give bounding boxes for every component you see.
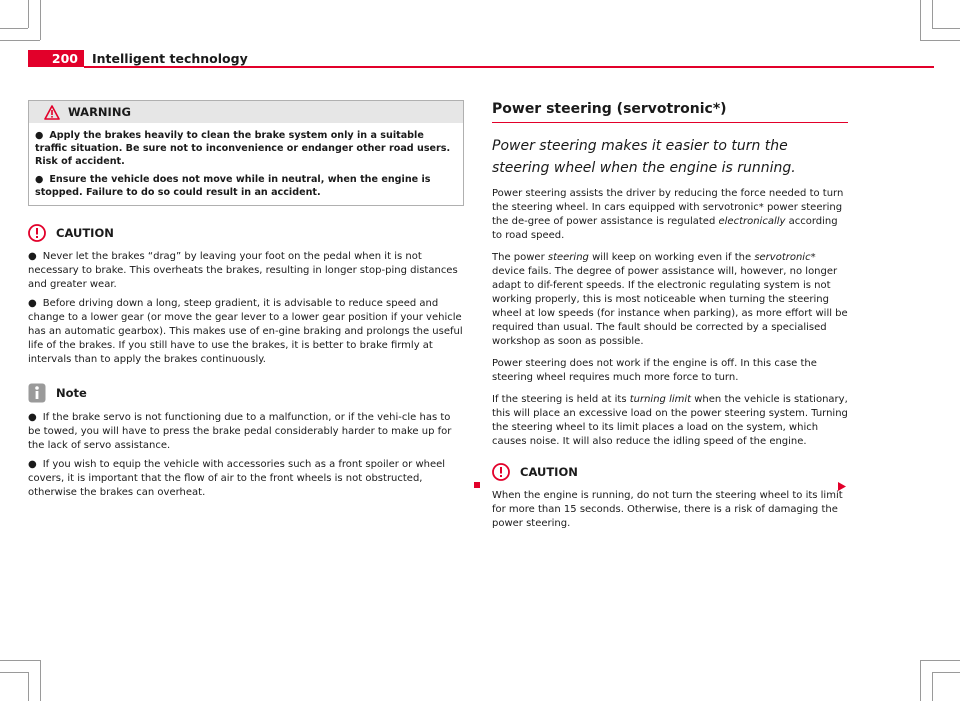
end-of-section-marker	[474, 482, 480, 488]
crop-mark	[932, 28, 960, 29]
caution-header	[492, 463, 848, 481]
info-icon	[28, 383, 46, 403]
text-run-italic: turning limit	[629, 394, 692, 405]
warning-body	[29, 123, 463, 205]
crop-mark	[932, 0, 933, 28]
note-header	[28, 383, 464, 403]
text-run: will keep on working even if the	[588, 252, 755, 263]
paragraph	[492, 393, 848, 449]
caution-header	[28, 224, 464, 242]
caution-text: When the engine is running, do not turn the steering wheel to its limit for more than 15 seconds. Otherwise, there is a risk of damaging the power steering.	[492, 490, 843, 529]
crop-mark	[0, 660, 40, 661]
caution-label: CAUTION	[520, 465, 578, 479]
page-number: 200	[51, 51, 78, 66]
paragraph	[492, 251, 848, 349]
crop-mark	[932, 672, 960, 673]
list-item	[28, 411, 464, 453]
crop-mark	[28, 0, 29, 28]
bullet: ●	[35, 174, 44, 185]
header-rule	[84, 66, 934, 68]
section-title: Intelligent technology	[92, 51, 248, 66]
note-item-2: If you wish to equip the vehicle with accessories such as a front spoiler or wheel covers, it is important that the flow of air to the front wheels is not obstructed, otherwise the brakes can overheat.	[28, 459, 446, 498]
list-item	[35, 129, 457, 168]
crop-mark	[40, 0, 41, 40]
note-item-1: If the brake servo is not functioning due to a malfunction, or if the vehi-cle has to be towed, you will have to press the brake pedal considerably harder to make up for the lack of servo assistance.	[28, 412, 452, 451]
text-run: The power	[492, 252, 548, 263]
crop-mark	[920, 660, 921, 701]
paragraph	[492, 187, 848, 243]
crop-mark	[0, 28, 28, 29]
crop-mark	[920, 40, 960, 41]
warning-box	[28, 100, 464, 206]
caution-label: CAUTION	[56, 226, 114, 240]
paragraph: Power steering does not work if the engine is off. In this case the steering wheel requires much more force to turn.	[492, 358, 817, 383]
heading-rule	[492, 122, 848, 123]
crop-mark	[932, 672, 933, 701]
list-item	[28, 458, 464, 500]
caution-icon	[492, 463, 510, 481]
warning-item-2: Ensure the vehicle does not move while in neutral, when the engine is stopped. Failure to do so could result in an accident.	[35, 174, 431, 198]
section-subtitle: Power steering makes it easier to turn the steering wheel when the engine is running.	[492, 138, 796, 176]
crop-mark	[0, 672, 28, 673]
caution-icon	[28, 224, 46, 242]
text-run-italic: electronically	[718, 216, 786, 227]
warning-label: WARNING	[68, 105, 131, 119]
bullet: ●	[28, 412, 37, 423]
warning-triangle-icon	[44, 105, 60, 120]
caution-item-1: Never let the brakes “drag” by leaving your foot on the pedal when it is not necessary to brake. This overheats the brakes, resulting in longer stop-ping distances and greater wear.	[28, 251, 458, 290]
list-item	[35, 173, 457, 199]
crop-mark	[0, 40, 40, 41]
crop-mark	[28, 672, 29, 701]
continue-arrow-icon	[838, 482, 846, 491]
bullet: ●	[28, 459, 37, 470]
warning-header	[29, 101, 463, 123]
bullet: ●	[28, 251, 37, 262]
page-number-badge	[28, 50, 84, 67]
section-heading: Power steering (servotronic*)	[492, 101, 727, 117]
text-run: when the vehicle is stationary, this will place an excessive load on the power steering system. Turning the steering wheel to its limit places a load on the system, which causes noise. It will also reduce the idling speed of the engine.	[492, 394, 848, 447]
left-column	[28, 100, 464, 505]
text-run: * device fails. The degree of power assistance will, however, no longer adapt to dif-ferent speeds. If the electronic regulating system is not working properly, this is most noticeable when turning the steering wheel at low speeds (for instance when parking), as more effort will be required than usual. The fault should be corrected by a specialised workshop as soon as possible.	[492, 252, 848, 347]
crop-mark	[920, 660, 960, 661]
text-run-italic: steering	[547, 252, 589, 263]
note-label: Note	[56, 386, 87, 400]
text-run: according to road speed.	[492, 216, 838, 241]
crop-mark	[40, 660, 41, 701]
warning-item-1: Apply the brakes heavily to clean the brake system only in a suitable traffic situation. Be sure not to inconvenience or endanger other road users. Risk of accident.	[35, 130, 451, 167]
right-column	[492, 100, 848, 539]
list-item	[28, 297, 464, 367]
text-run-italic: servotronic	[754, 252, 811, 263]
bullet: ●	[28, 298, 37, 309]
list-item	[28, 250, 464, 292]
bullet: ●	[35, 130, 44, 141]
text-run: If the steering is held at its	[492, 394, 630, 405]
caution-item-2: Before driving down a long, steep gradient, it is advisable to reduce speed and change to a lower gear (or move the gear lever to a lower gear position if your vehicle has an automatic gearbox). This makes use of en-gine braking and prolongs the useful life of the brakes. If you still have to use the brakes, it is better to brake firmly at intervals than to apply the brakes continuously.	[28, 298, 463, 365]
crop-mark	[920, 0, 921, 40]
text-run: Power steering assists the driver by reducing the force needed to turn the steering wheel. In cars equipped with servotronic* power steering the de-gree of power assistance is regulated	[492, 188, 844, 227]
